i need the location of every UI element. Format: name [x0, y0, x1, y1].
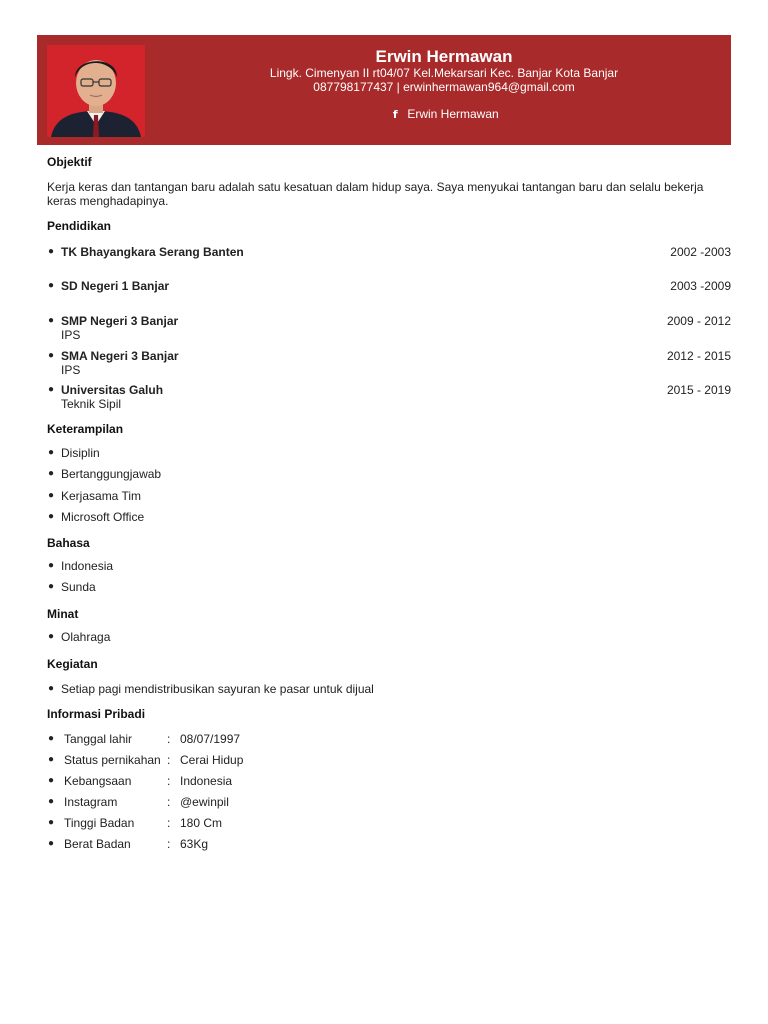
bullet: ● [48, 796, 55, 807]
bullet: ● [48, 631, 55, 642]
education-major: Teknik Sipil [61, 397, 122, 411]
education-major: IPS [61, 363, 81, 377]
bullet: ● [48, 733, 55, 744]
profile-photo-illustration [47, 45, 145, 137]
personal-info-key: Berat Badan [64, 837, 131, 851]
education-years: 2002 -2003 [670, 245, 731, 259]
education-school: TK Bhayangkara Serang Banten [61, 245, 244, 259]
education-years: 2012 - 2015 [666, 349, 731, 363]
skill-label: Disiplin [61, 446, 100, 460]
bullet: ● [48, 447, 55, 458]
section-title-skills: Keterampilan [47, 422, 124, 436]
bullet: ● [48, 560, 55, 571]
personal-info-separator: : [167, 732, 171, 746]
education-school: SD Negeri 1 Banjar [61, 279, 170, 293]
cv-header [37, 35, 731, 145]
section-title-personal: Informasi Pribadi [47, 707, 146, 721]
education-school: SMA Negeri 3 Banjar [61, 349, 179, 363]
education-years: 2015 - 2019 [666, 383, 731, 397]
personal-info-value: 08/07/1997 [180, 732, 241, 746]
education-school: SMP Negeri 3 Banjar [61, 314, 179, 328]
skill-label: Microsoft Office [61, 510, 145, 524]
bullet: ● [48, 468, 55, 479]
personal-info-value: 180 Cm [180, 816, 223, 830]
candidate-name: Erwin Hermawan [375, 47, 513, 66]
personal-info-key: Tinggi Badan [64, 816, 135, 830]
bullet: ● [48, 817, 55, 828]
bullet: ● [48, 280, 55, 291]
personal-info-separator: : [167, 753, 171, 767]
candidate-address: Lingk. Cimenyan II rt04/07 Kel.Mekarsari Kec. Banjar Kota Banjar [269, 66, 619, 80]
personal-info-value: Indonesia [180, 774, 233, 788]
bullet: ● [48, 490, 55, 501]
personal-info-key: Instagram [64, 795, 118, 809]
bullet: ● [48, 581, 55, 592]
bullet: ● [48, 838, 55, 849]
bullet: ● [48, 384, 55, 395]
facebook-name: Erwin Hermawan [407, 107, 499, 121]
language-label: Indonesia [61, 559, 114, 573]
bullet: ● [48, 246, 55, 257]
bullet: ● [48, 683, 55, 694]
personal-info-key: Status pernikahan [64, 753, 161, 767]
bullet: ● [48, 350, 55, 361]
personal-info-value: 63Kg [180, 837, 209, 851]
bullet: ● [48, 775, 55, 786]
bullet: ● [48, 754, 55, 765]
profile-photo [47, 45, 145, 137]
education-major: IPS [61, 328, 81, 342]
skill-label: Bertanggungjawab [61, 467, 162, 481]
education-years: 2009 - 2012 [666, 314, 731, 328]
personal-info-separator: : [167, 837, 171, 851]
personal-info-separator: : [167, 774, 171, 788]
section-title-languages: Bahasa [47, 536, 90, 550]
education-years: 2003 -2009 [670, 279, 731, 293]
interest-label: Olahraga [61, 630, 111, 644]
activity-label: Setiap pagi mendistribusikan sayuran ke pasar untuk dijual [61, 682, 374, 696]
section-title-interests: Minat [47, 607, 79, 621]
section-title-activities: Kegiatan [47, 657, 98, 671]
bullet: ● [48, 315, 55, 326]
facebook-icon: f [392, 108, 398, 121]
personal-info-value[interactable]: @ewinpil [180, 795, 229, 809]
candidate-contact: 087798177437 | erwinhermawan964@gmail.com [313, 80, 575, 94]
section-title-objective: Objektif [47, 155, 92, 169]
language-label: Sunda [61, 580, 96, 594]
bullet: ● [48, 511, 55, 522]
education-school: Universitas Galuh [61, 383, 164, 397]
personal-info-key: Tanggal lahir [64, 732, 133, 746]
personal-info-value: Cerai Hidup [180, 753, 244, 767]
skill-label: Kerjasama Tim [61, 489, 142, 503]
personal-info-separator: : [167, 816, 171, 830]
personal-info-key: Kebangsaan [64, 774, 132, 788]
personal-info-separator: : [167, 795, 171, 809]
section-title-education: Pendidikan [47, 219, 112, 233]
facebook-link[interactable] [157, 107, 731, 122]
objective-text: Kerja keras dan tantangan baru adalah satu kesatuan dalam hidup saya. Saya menyukai tantangan baru dan selalu bekerja keras menghadapinya. [47, 180, 704, 208]
